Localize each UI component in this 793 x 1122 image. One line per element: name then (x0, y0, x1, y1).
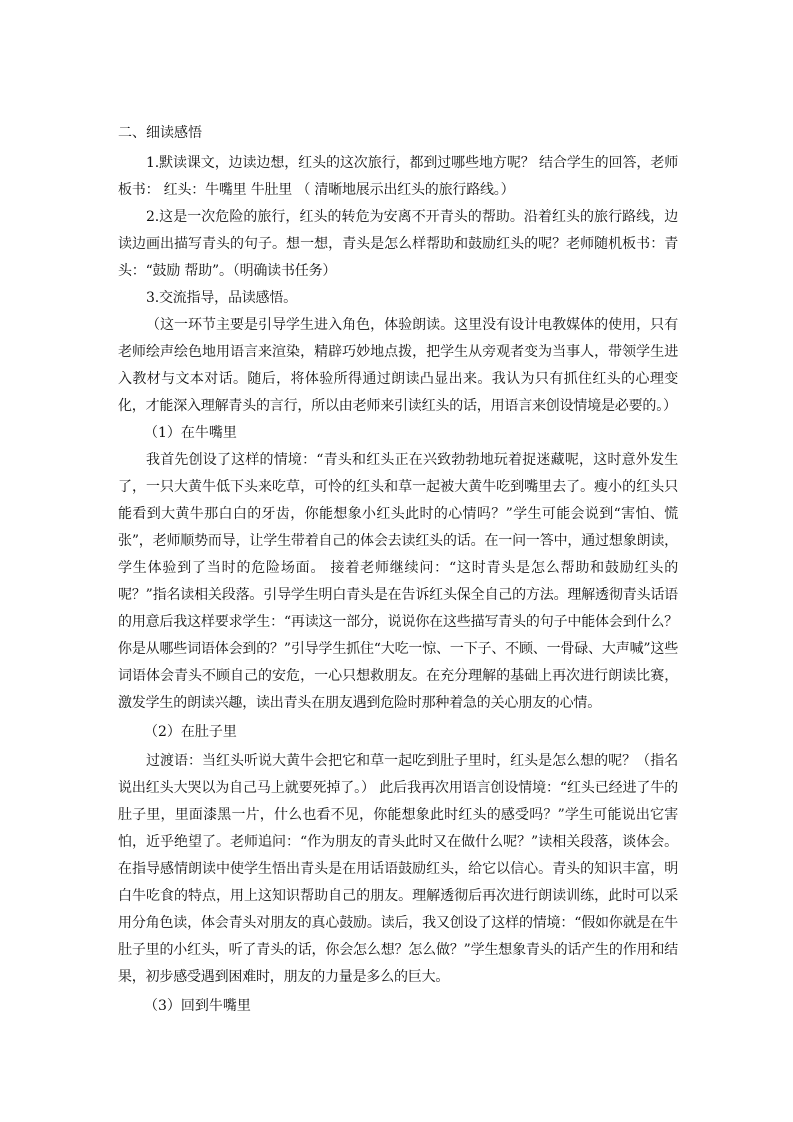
paragraph-design-note: （这一环节主要是引导学生进入角色，体验朗读。这里没有设计电教媒体的使用，只有老师绘声绘色地用语言来渲染，精辟巧妙地点拨，把学生从旁观者变为当事人，带领学生进入教材与文本对话。随后，将体验所得通过朗读凸显出来。我认为只有抓住红头的心理变化，才能深入理解青头的言行，所以由老师来引读红头的话，用语言来创设情境是必要的。） (118, 317, 678, 414)
paragraph-dangerous-trip: 2.这是一次危险的旅行，红头的转危为安离不开青头的帮助。沿着红头的旅行路线，边读边画出描写青头的句子。想一想，青头是怎么样帮助和鼓励红头的呢？老师随机板书：青头：“鼓励 帮助”。（明确读书任务） (118, 209, 678, 279)
section-heading: 二、细读感悟 (118, 125, 202, 141)
subheading-in-stomach: （2）在肚子里 (144, 724, 237, 740)
paragraph-exchange-guidance: 3.交流指导，品读感悟。 (146, 290, 297, 306)
subheading-in-mouth: （1）在牛嘴里 (144, 425, 237, 441)
subheading-back-to-mouth: （3）回到牛嘴里 (144, 998, 251, 1014)
paragraph-in-stomach: 过渡语：当红头听说大黄牛会把它和草一起吃到肚子里时，红头是怎么想的呢？（指名说出红头大哭以为自己马上就要死掉了。） 此后我再次用语言创设情境：“红头已经进了牛的肚子里，里面漆黑一片，什么也看不见，你能想象此时红头的感受吗？”学生可能说出它害怕，近乎绝望了。老师追问：“作为朋友的青头此时又在做什么呢？”读相关段落，谈体会。在指导感情朗读中使学生悟出青头是在用话语鼓励红头，给它以信心。青头的知识丰富，明白牛吃食的特点，用上这知识帮助自己的朋友。理解透彻后再次进行朗读训练，此时可以采用分角色读，体会青头对朋友的真心鼓励。读后，我又创设了这样的情境：“假如你就是在牛肚子里的小红头，听了青头的话，你会怎么想？怎么做？”学生想象青头的话产生的作用和结果，初步感受遇到困难时，朋友的力量是多么的巨大。 (118, 753, 678, 985)
paragraph-in-mouth: 我首先创设了这样的情境：“青头和红头正在兴致勃勃地玩着捉迷藏呢，这时意外发生了，一只大黄牛低下头来吃草，可怜的红头和草一起被大黄牛吃到嘴里去了。瘦小的红头只能看到大黄牛那白白的牙齿，你能想象小红头此时的心情吗？”学生可能会说到“害怕、慌张”，老师顺势而导，让学生带着自己的体会去读红头的话。在一问一答中，通过想象朗读，学生体验到了当时的危险场面。 接着老师继续问：“这时青头是怎么帮助和鼓励红头的呢？”指名读相关段落。引导学生明白青头是在告诉红头保全自己的方法。理解透彻青头话语的用意后我这样要求学生：“再读这一部分，说说你在这些描写青头的句子中能体会到什么？你是从哪些词语体会到的？”引导学生抓住“大吃一惊、一下子、不顾、一骨碌、大声喊”这些词语体会青头不顾自己的安危，一心只想救朋友。在充分理解的基础上再次进行朗读比赛，激发学生的朗读兴趣，读出青头在朋友遇到危险时那种着急的关心朋友的心情。 (118, 452, 678, 711)
document-page (118, 122, 678, 1020)
paragraph-silent-reading: 1.默读课文，边读边想，红头的这次旅行，都到过哪些地方呢？ 结合学生的回答，老师板书： 红头：牛嘴里 牛肚里 （ 清晰地展示出红头的旅行路线。） (118, 155, 678, 198)
